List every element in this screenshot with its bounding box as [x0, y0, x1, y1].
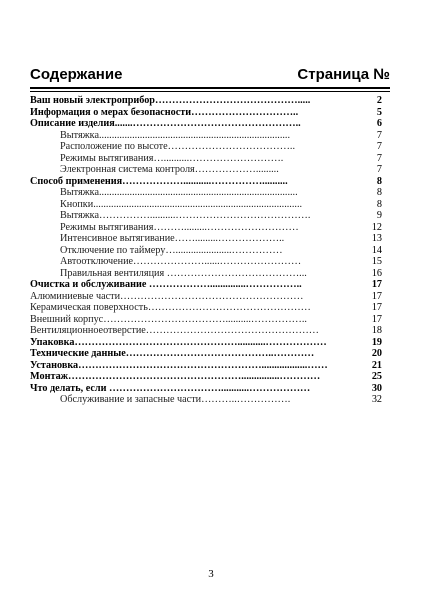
toc-entry-page: 19: [371, 336, 382, 348]
toc-header: [30, 66, 390, 88]
toc-entry: [30, 222, 390, 234]
toc-entry: [30, 245, 390, 257]
toc-entry-page: 8: [376, 187, 382, 198]
toc-entry-page: 17: [371, 302, 382, 313]
toc-entry-label: Ваш новый электроприбор…………………………………….....: [30, 95, 311, 106]
toc-entry-label: Электронная система контроля……………….........: [60, 164, 279, 175]
toc-entry-label: Вытяжка..............................................................................: [60, 187, 298, 198]
toc-entry-page: 6: [376, 118, 382, 129]
toc-entry-page: 13: [371, 233, 382, 244]
toc-entry-page: 5: [376, 106, 382, 118]
toc-entry: [30, 268, 390, 280]
toc-entry: [30, 164, 390, 176]
toc-entry-label: Кнопки..................................................................................: [60, 198, 303, 210]
toc-entry: [30, 233, 390, 245]
toc-entry-label: Вентиляционноеотверстие……………………………………………: [30, 325, 319, 336]
toc-entry: [30, 314, 390, 326]
toc-entry-page: 9: [376, 210, 382, 221]
toc-entry: [30, 337, 390, 349]
toc-entry: [30, 256, 390, 268]
toc-entry-page: 2: [376, 95, 382, 106]
toc-entry-page: 12: [371, 221, 382, 233]
header-rule-thick: [30, 87, 390, 89]
toc-entry-label: Описание изделия.......…………………………………………..: [30, 118, 301, 129]
page-number: 3: [208, 568, 214, 580]
toc-entry-page: 25: [371, 371, 382, 382]
toc-entry: [30, 153, 390, 165]
toc-entry: [30, 118, 390, 130]
toc-entry: [30, 176, 390, 188]
toc-entry-page: 30: [371, 382, 382, 394]
toc-entry-page: 17: [371, 279, 382, 290]
toc-entry: [30, 279, 390, 291]
toc-entry-label: Установка………………………………………………..................……: [30, 359, 328, 371]
toc-entry-page: 8: [376, 175, 382, 187]
toc-entry-label: Керамическая поверхность…………………………………………: [30, 302, 311, 313]
toc-entry: [30, 394, 390, 406]
toc-entry: [30, 130, 390, 142]
toc-title: Содержание: [30, 66, 123, 83]
toc-entry-page: 7: [376, 164, 382, 175]
toc-entry-label: Вытяжка……………..........………………………………….: [60, 210, 311, 221]
toc-entry-label: Отключение по таймеру…......................……………: [60, 244, 283, 256]
toc-entry-label: Технические данные……………………………………..…………: [30, 348, 315, 359]
toc-entry-page: 21: [371, 359, 382, 371]
toc-entry-page: 8: [376, 198, 382, 210]
page-column-label: Страница №: [297, 66, 390, 83]
toc-entry: [30, 325, 390, 337]
toc-entry-label: Режимы вытягивания…..........……………………….: [60, 152, 284, 164]
toc-entry: [30, 348, 390, 360]
table-of-contents: [30, 95, 390, 406]
toc-entry-label: Интенсивное вытягивание…….........………………..: [60, 233, 285, 244]
toc-entry: [30, 107, 390, 119]
toc-entry-page: 7: [376, 152, 382, 164]
toc-entry: [30, 291, 390, 303]
toc-entry-page: 15: [371, 256, 382, 267]
toc-entry-label: Что делать, если ……………………………...........………………: [30, 382, 311, 394]
toc-entry-label: Упаковка…………………………………………...........………………: [30, 336, 327, 348]
toc-entry-label: Очистка и обслуживание ………………..............……………..: [30, 279, 302, 290]
toc-entry-label: Информация о мерах безопасности…………………………..: [30, 106, 299, 118]
toc-entry: [30, 199, 390, 211]
toc-entry: [30, 371, 390, 383]
toc-entry-label: Автоотключение…………………......……………………: [60, 256, 302, 267]
toc-entry-page: 7: [376, 129, 382, 141]
toc-entry-label: Способ применения………………...........……………..........: [30, 175, 288, 187]
toc-entry-label: Режимы вытягивания……….........………………………: [60, 221, 299, 233]
toc-entry-label: Внешний корпус………………………………..........……………..: [30, 313, 307, 325]
toc-entry-label: Алюминиевые части………………………………………………: [30, 290, 304, 302]
toc-entry: [30, 95, 390, 107]
toc-entry-page: 20: [371, 348, 382, 359]
toc-entry-page: 14: [371, 244, 382, 256]
toc-entry: [30, 302, 390, 314]
toc-entry-label: Расположение по высоте………………………………..: [60, 141, 295, 152]
toc-entry: [30, 383, 390, 395]
toc-entry-label: Монтаж……………………………………………...............…………: [30, 371, 321, 382]
toc-entry-page: 32: [371, 394, 382, 405]
header-rule-thin: [30, 91, 390, 92]
toc-entry-label: Обслуживание и запасные части………..…………….: [60, 394, 291, 405]
toc-entry-label: Правильная вентиляция …………………………………...: [60, 267, 307, 279]
toc-entry: [30, 141, 390, 153]
toc-entry-page: 16: [371, 267, 382, 279]
toc-entry: [30, 210, 390, 222]
toc-entry-page: 17: [371, 313, 382, 325]
toc-entry-page: 17: [371, 290, 382, 302]
toc-entry-page: 18: [371, 325, 382, 336]
toc-entry: [30, 360, 390, 372]
toc-entry-label: Вытяжка...........................................................................: [60, 129, 291, 141]
toc-entry-page: 7: [376, 141, 382, 152]
toc-entry: [30, 187, 390, 199]
